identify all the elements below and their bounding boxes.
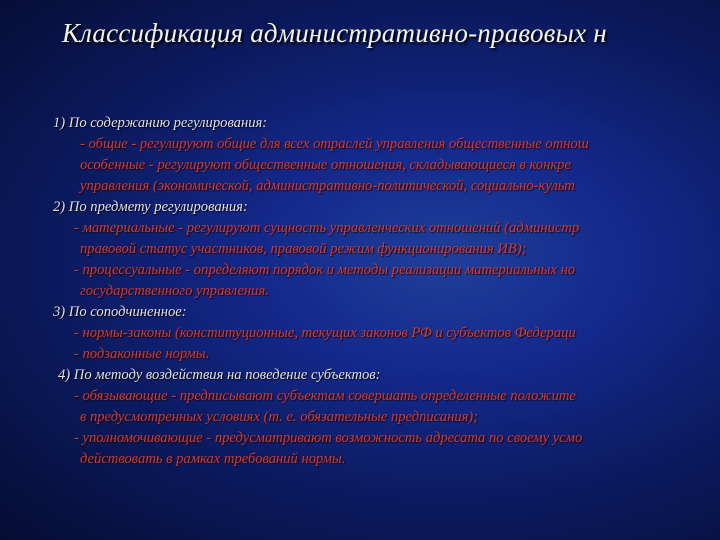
section-heading-3: 3) По соподчиненное:: [53, 304, 187, 320]
list-item: особенные - регулируют общественные отношения, складывающиеся в конкре: [80, 157, 571, 173]
list-item: - процессуальные - определяют порядок и методы реализации материальных но: [74, 262, 576, 278]
list-item: управления (экономической, административно-политической, социально-культ: [80, 178, 575, 194]
slide-title: Классификация административно-правовых н: [62, 18, 607, 48]
list-item: - подзаконные нормы.: [74, 346, 210, 362]
section-heading-1: 1) По содержанию регулирования:: [53, 115, 268, 131]
list-item: в предусмотренных условиях (т. е. обязательные предписания);: [80, 409, 479, 425]
list-item: действовать в рамках требований нормы.: [80, 451, 346, 467]
section-heading-2: 2) По предмету регулирования:: [53, 199, 248, 215]
list-item: - обязывающие - предписывают субъектам совершать определенные положите: [74, 388, 576, 404]
list-item: - общие - регулируют общие для всех отраслей управления общественные отнош: [80, 136, 589, 152]
list-item: - нормы-законы (конституционные, текущих законов РФ и субъектов Федераци: [74, 325, 576, 341]
list-item: правовой статус участников, правовой режим функционирования ИВ);: [80, 241, 527, 257]
section-heading-4: 4) По методу воздействия на поведение субъектов:: [58, 367, 381, 383]
list-item: - уполномочивающие - предусматривают возможность адресата по своему усмо: [74, 430, 583, 446]
list-item: - материальные - регулируют сущность управленческих отношений (администр: [74, 220, 580, 236]
list-item: государственного управления.: [80, 283, 269, 299]
